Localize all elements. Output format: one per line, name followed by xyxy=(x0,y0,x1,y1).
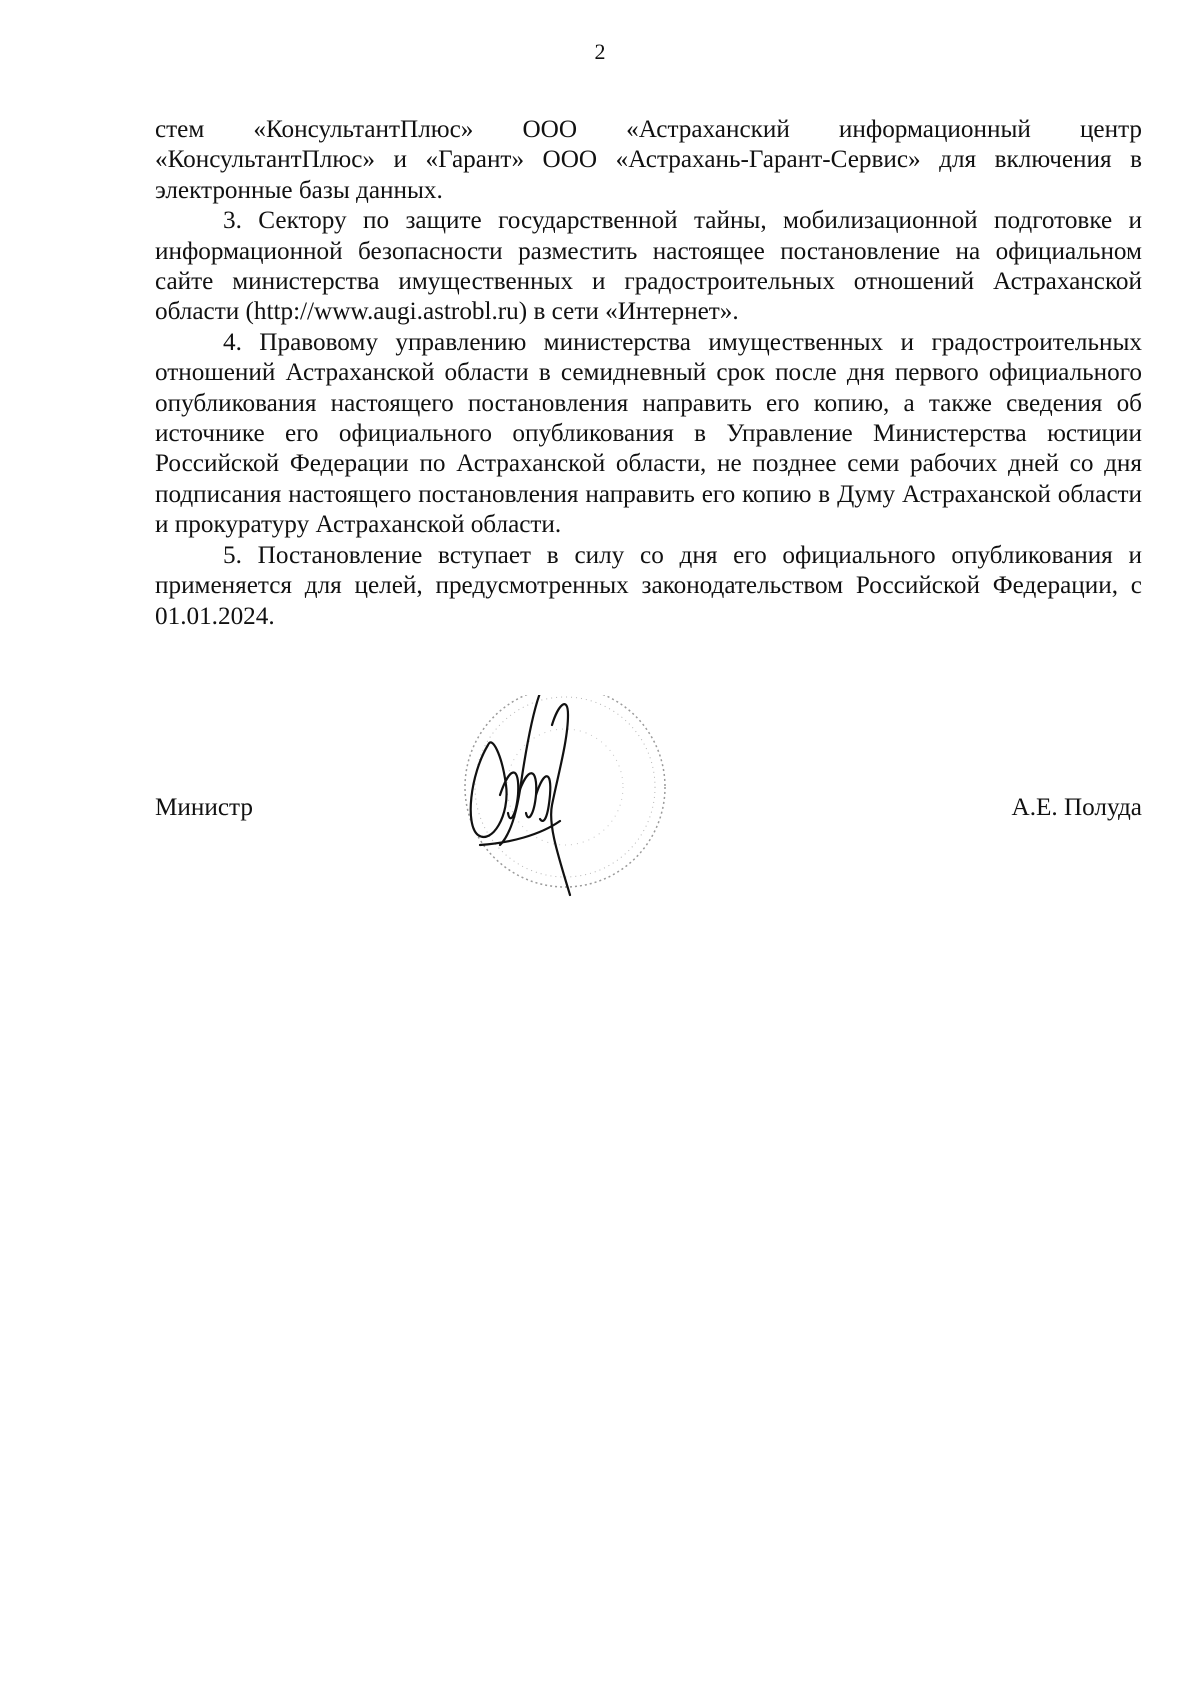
paragraph-continuation: стем «КонсультантПлюс» ООО «Астраханский информационный центр «КонсультантПлюс» и «Гарант» ООО «Астрахань-Гарант-Сервис» для включения в электронные базы данных. xyxy=(155,116,1142,204)
paragraph-3: 3. Сектору по защите государственной тайны, мобилизационной подготовке и информационной безопасности разместить настоящее постановление на официальном сайте министерства имущественных и градостроительных отношений Астраханской области (http://www.augi.astrobl.ru) в сети «Интернет». xyxy=(155,207,1142,326)
paragraph-5: 5. Постановление вступает в силу со дня его официального опубликования и применяется для целей, предусмотренных законодательством Российской Федерации, с 01.01.2024. xyxy=(155,541,1142,630)
signature-block xyxy=(0,700,1200,920)
paragraph-4: 4. Правовому управлению министерства имущественных и градостроительных отношений Астраханской области в семидневный срок после дня первого официального опубликования настоящего постановления направить его копию, а также сведения об источнике его официального опубликования в Управление Министерства юстиции Российской Федерации по Астраханской области, не позднее семи рабочих дней со дня подписания настоящего постановления направить его копию в Думу Астраханской области и прокуратуру Астраханской области. xyxy=(155,328,1142,539)
seal-signature-icon xyxy=(440,695,690,915)
handwritten-signature-icon xyxy=(471,695,570,895)
signer-position: Министр xyxy=(155,794,253,821)
page-number: 2 xyxy=(594,39,606,64)
document-body xyxy=(155,115,1142,632)
official-seal-icon xyxy=(465,695,665,887)
signer-name: А.Е. Полуда xyxy=(1011,794,1142,821)
